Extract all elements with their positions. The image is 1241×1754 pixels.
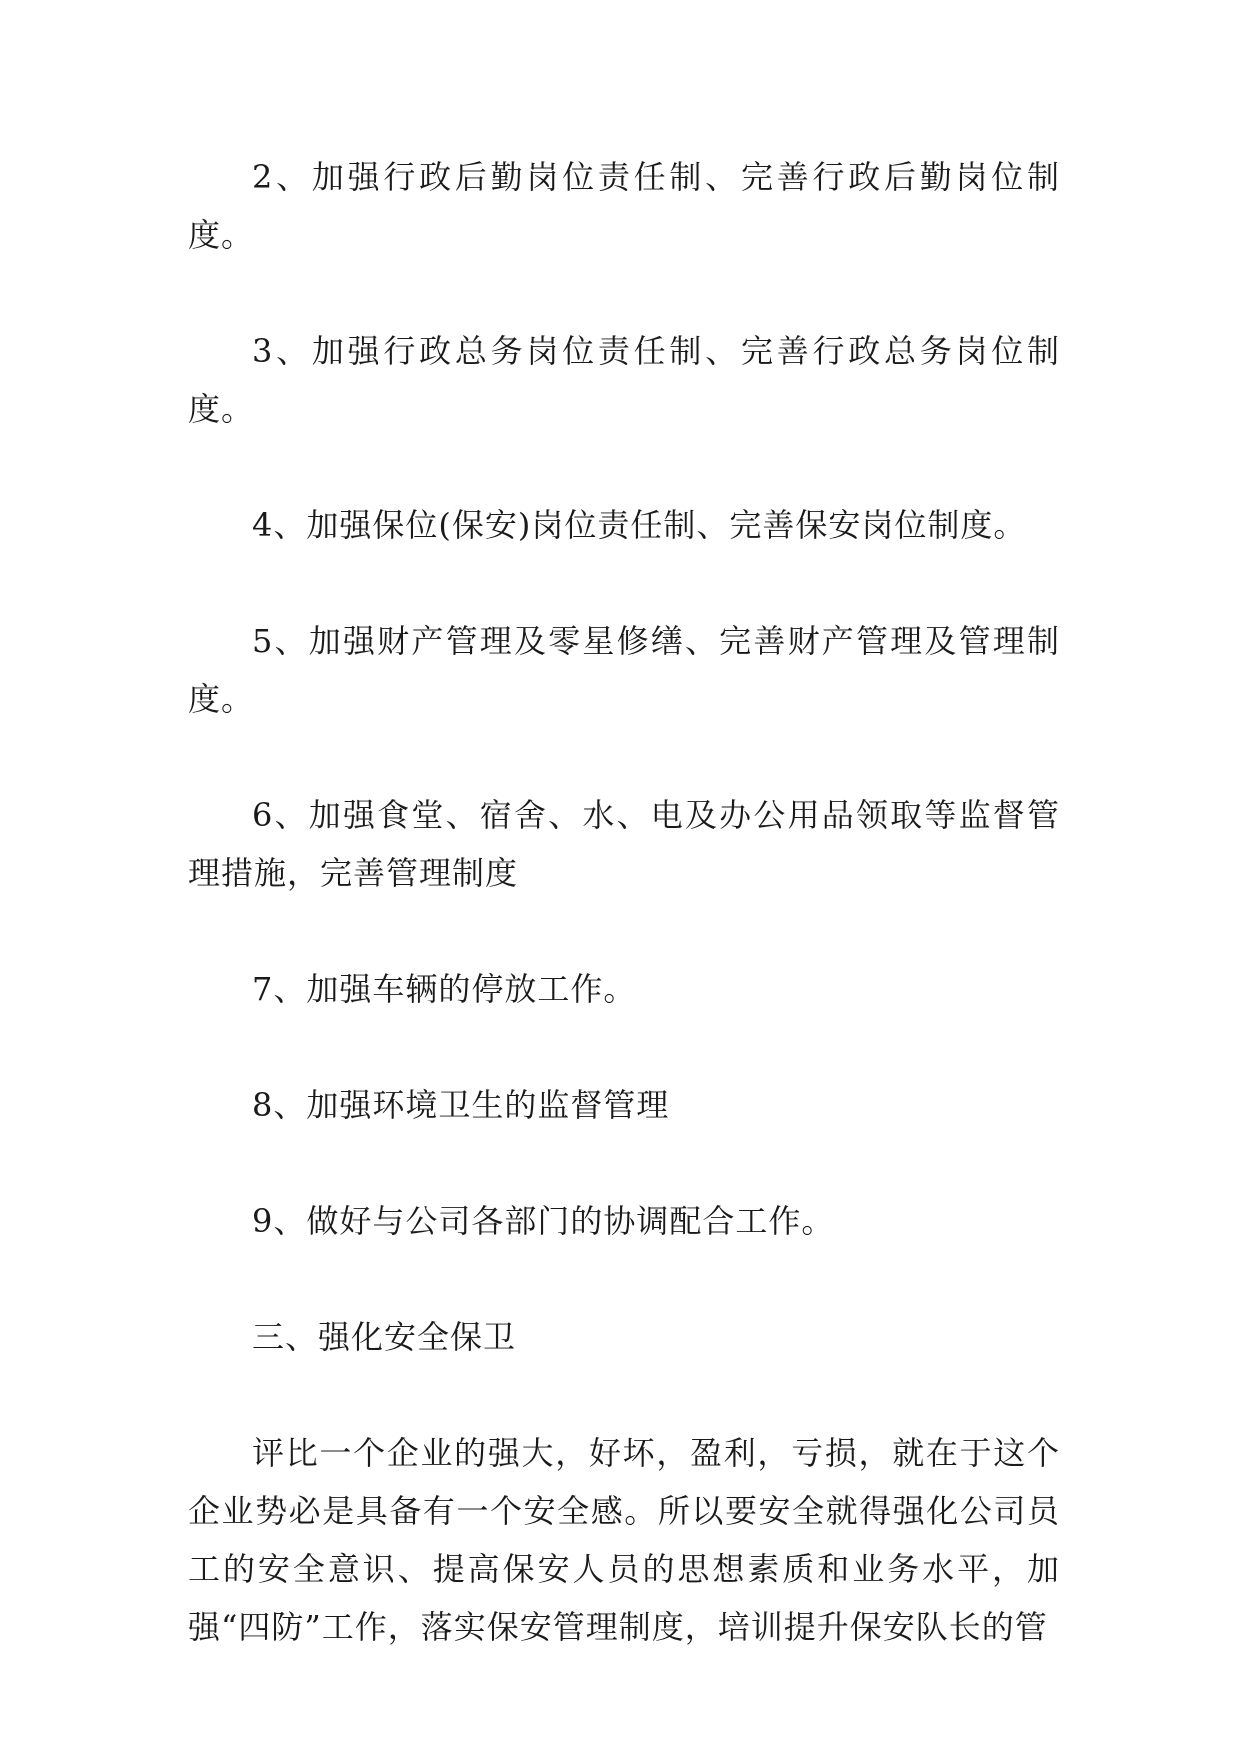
body-paragraph: 评比一个企业的强大，好坏，盈利，亏损，就在于这个企业势必是具备有一个安全感。所以要安全就得强化公司员工的安全意识、提高保安人员的思想素质和业务水平，加强“四防”工作，落实保安管理制度，培训提升保安队长的管	[188, 1434, 1060, 1646]
paragraph-item-8: 8、加强环境卫生的监督管理	[252, 1086, 670, 1124]
document-body	[188, 148, 1060, 1656]
paragraph-item-3: 3、加强行政总务岗位责任制、完善行政总务岗位制度。	[188, 332, 1060, 428]
paragraph-item-2: 2、加强行政后勤岗位责任制、完善行政后勤岗位制度。	[188, 158, 1060, 254]
paragraph-item-5: 5、加强财产管理及零星修缮、完善财产管理及管理制度。	[188, 622, 1060, 718]
paragraph-item-6: 6、加强食堂、宿舍、水、电及办公用品领取等监督管理措施，完善管理制度	[188, 796, 1060, 892]
paragraph-item-4: 4、加强保位(保安)岗位责任制、完善保安岗位制度。	[252, 506, 1027, 544]
section-heading: 三、强化安全保卫	[252, 1318, 517, 1356]
paragraph-item-7: 7、加强车辆的停放工作。	[252, 970, 637, 1008]
paragraph-item-9: 9、做好与公司各部门的协调配合工作。	[252, 1202, 835, 1240]
